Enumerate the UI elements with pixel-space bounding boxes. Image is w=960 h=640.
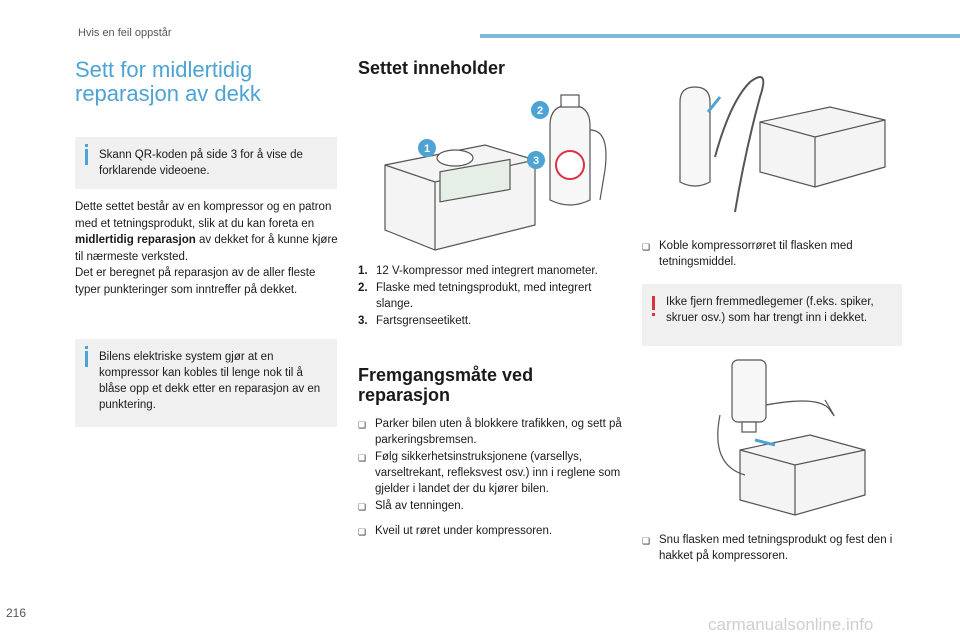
- qr-note-box: [75, 137, 337, 189]
- svg-text:1: 1: [423, 143, 431, 155]
- bottle-step: [642, 532, 897, 565]
- procedure-title: Fremgangsmåte ved reparasjon: [358, 365, 534, 405]
- callout-2-icon: [531, 101, 549, 119]
- callout-1-icon: [418, 139, 436, 157]
- electric-note-box: [75, 339, 337, 427]
- list-item: ❏ Kveil ut røret under kompressoren.: [358, 523, 623, 540]
- checkbox-icon: ❏: [358, 527, 367, 537]
- checkbox-icon: ❏: [358, 453, 367, 463]
- procedure-steps: [358, 416, 623, 541]
- intro-paragraph: [75, 199, 340, 298]
- info-icon: [85, 351, 88, 367]
- callout-3-icon: [527, 151, 545, 169]
- checkbox-icon: ❏: [358, 420, 367, 430]
- warning-icon: [652, 296, 655, 310]
- intro-text-2: Det er beregnet på reparasjon av de aller fleste typer punkteringer som inntreffer på dekket.: [75, 267, 316, 296]
- list-item: ❏ Slå av tenningen.: [358, 498, 623, 515]
- page-title-line-2: reparasjon av dekk: [75, 81, 261, 106]
- electric-note-text: Bilens elektriske system gjør at en kompressor kan kobles til lenge nok til å blåse opp et dekk etter en reparasjon av en punktering.: [99, 351, 321, 411]
- intro-text-bold: midlertidig reparasjon: [75, 234, 196, 246]
- kit-contents-title: Settet inneholder: [358, 58, 506, 78]
- hose-connection-illustration: [660, 62, 900, 232]
- svg-text:2: 2: [536, 105, 544, 117]
- checkbox-icon: ❏: [642, 242, 651, 252]
- intro-text-a: Dette settet består av en kompressor og en patron med et tetningsprodukt, slik at du kan foreta en: [75, 201, 332, 230]
- list-item: ❏ Parker bilen uten å blokkere trafikken, og sett på parkeringsbremsen.: [358, 418, 622, 446]
- running-header: Hvis en feil oppstår: [78, 27, 172, 39]
- list-item: ❏ Følg sikkerhetsinstruksjonene (varsellys, varseltrekant, refleksvest osv.) inn i reglene som gjelder i landet der du kjører bilen.: [358, 451, 621, 495]
- list-item: 3. Fartsgrenseetikett.: [358, 315, 472, 327]
- qr-note-text: Skann QR-koden på side 3 for å vise de forklarende videoene.: [99, 149, 303, 177]
- header-accent-bar: [480, 34, 960, 38]
- checkbox-icon: ❏: [358, 502, 367, 512]
- intro-text-b: av dekket for å kunne kjøre til nærmeste verksted.: [75, 234, 338, 263]
- list-item: 1. 12 V-kompressor med integrert manometer.: [358, 265, 598, 277]
- page-number: 216: [6, 606, 27, 620]
- info-icon: [85, 149, 88, 165]
- bottle-mount-illustration: [700, 355, 900, 525]
- warning-box: [642, 284, 902, 346]
- checkbox-icon: ❏: [642, 536, 651, 546]
- warning-text: Ikke fjern fremmedlegemer (f.eks. spiker, skruer osv.) som har trengt inn i dekket.: [666, 296, 874, 324]
- list-item: 2. Flaske med tetningsprodukt, med integrert slange.: [358, 282, 592, 310]
- page-title-line-1: Sett for midlertidig: [75, 57, 253, 82]
- connect-step: [642, 238, 897, 271]
- page-title: [75, 58, 345, 106]
- list-item: ❏ Snu flasken med tetningsprodukt og fest den i hakket på kompressoren.: [642, 534, 893, 562]
- kit-items-list: [358, 263, 628, 330]
- kit-illustration: [365, 90, 615, 255]
- watermark: carmanualsonline.info: [708, 615, 874, 634]
- svg-text:3: 3: [532, 155, 540, 167]
- list-item: ❏ Koble kompressorrøret til flasken med tetningsmiddel.: [642, 240, 853, 268]
